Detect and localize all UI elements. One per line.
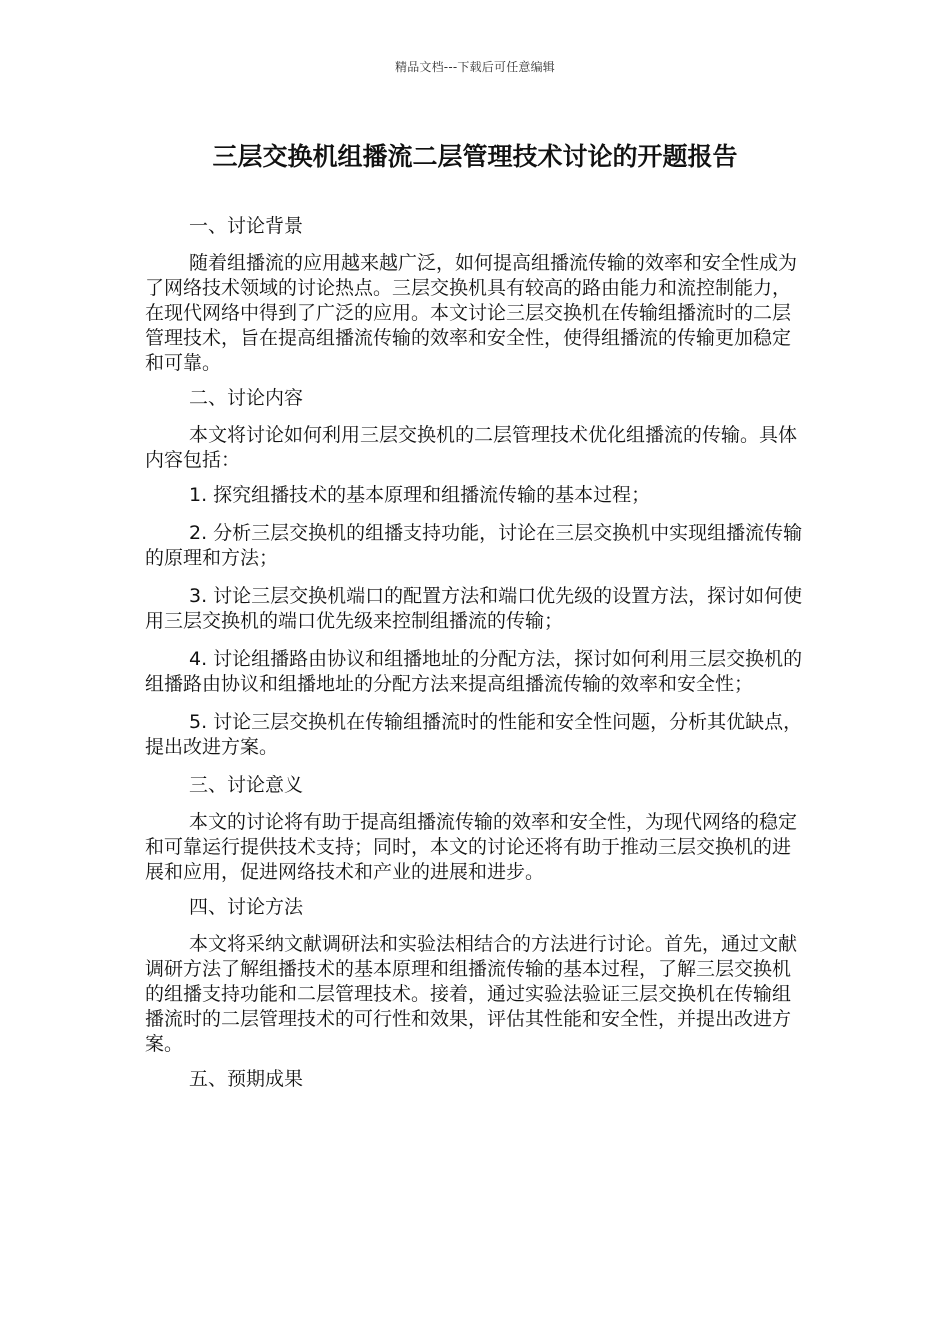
paragraph-background: 随着组播流的应用越来越广泛，如何提高组播流传输的效率和安全性成为了网络技术领域的讨论热点。三层交换机具有较高的路由能力和流控制能力，在现代网络中得到了广泛的应用。本文讨论三层交换机在传输组播流时的二层管理技术，旨在提高组播流传输的效率和安全性，使得组播流的传输更加稳定和可靠。 (145, 252, 798, 374)
document-body (145, 214, 805, 1104)
section-heading-method: 四、讨论方法 (189, 896, 304, 918)
section-heading-expected-results: 五、预期成果 (189, 1068, 304, 1090)
list-item-1: 1. 探究组播技术的基本原理和组播流传输的基本过程； (189, 484, 651, 506)
list-item-2: 2. 分析三层交换机的组播支持功能，讨论在三层交换机中实现组播流传输的原理和方法； (145, 522, 803, 569)
section-heading-content: 二、讨论内容 (189, 387, 304, 409)
paragraph-method: 本文将采纳文献调研法和实验法相结合的方法进行讨论。首先，通过文献调研方法了解组播技术的基本原理和组播流传输的基本过程，了解三层交换机的组播支持功能和二层管理技术。接着，通过实验法验证三层交换机在传输组播流时的二层管理技术的可行性和效果，评估其性能和安全性，并提出改进方案。 (145, 933, 798, 1055)
document-title: 三层交换机组播流二层管理技术讨论的开题报告 (212, 142, 738, 171)
paragraph-content-intro: 本文将讨论如何利用三层交换机的二层管理技术优化组播流的传输。具体内容包括： (145, 424, 798, 471)
list-item-5: 5. 讨论三层交换机在传输组播流时的性能和安全性问题，分析其优缺点，提出改进方案。 (145, 711, 803, 758)
section-heading-significance: 三、讨论意义 (189, 774, 304, 796)
list-item-3: 3. 讨论三层交换机端口的配置方法和端口优先级的设置方法，探讨如何使用三层交换机的端口优先级来控制组播流的传输； (145, 585, 803, 632)
section-heading-background: 一、讨论背景 (189, 215, 304, 237)
paragraph-significance: 本文的讨论将有助于提高组播流传输的效率和安全性，为现代网络的稳定和可靠运行提供技术支持；同时，本文的讨论还将有助于推动三层交换机的进展和应用，促进网络技术和产业的进展和进步。 (145, 811, 798, 883)
list-item-4: 4. 讨论组播路由协议和组播地址的分配方法，探讨如何利用三层交换机的组播路由协议和组播地址的分配方法来提高组播流传输的效率和安全性； (145, 648, 803, 695)
page-header-note: 精品文档---下载后可任意编辑 (395, 60, 555, 74)
